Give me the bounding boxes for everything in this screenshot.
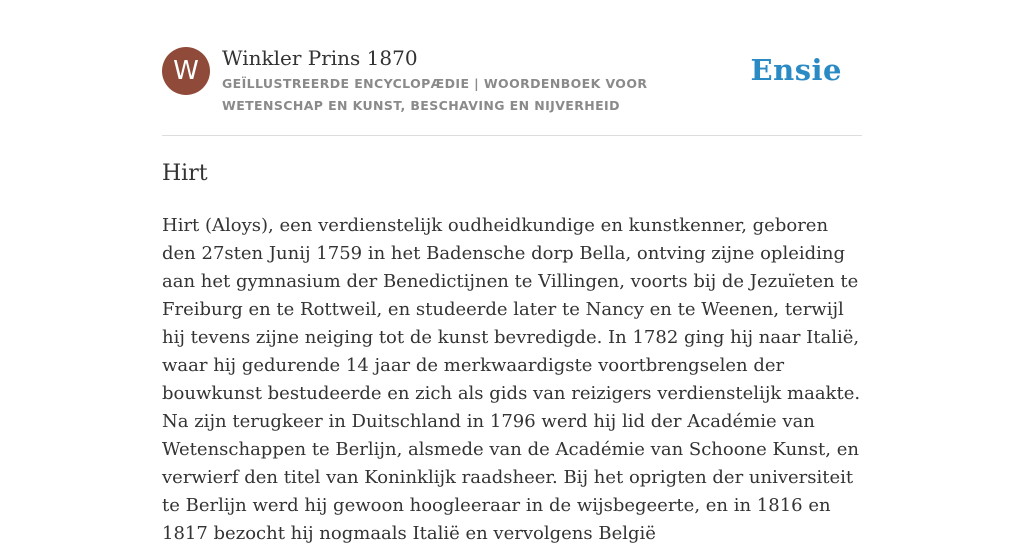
ensie-logo-link[interactable]: Ensie bbox=[750, 53, 842, 87]
source-subtitle: GEÏLLUSTREERDE ENCYCLOPÆDIE | WOORDENBOEK VOOR WETENSCHAP EN KUNST, BESCHAVING EN NIJVERHEID bbox=[222, 76, 648, 113]
article-body: Hirt (Aloys), een verdienstelijk oudheidkundige en kunstkenner, geboren den 27sten Junij 1759 in het Badensche dorp Bella, ontving zijne opleiding aan het gymnasium der Benedictijnen te Villingen, voorts bij de Jezuïeten te Freiburg en te Rottweil, en studeerde later te Nancy en te Weenen, terwijl hij tevens zijne neiging tot de kunst bevredigde. In 1782 ging hij naar Italië, waar hij gedurende 14 jaar de merkwaardigste voortbrengselen der bouwkunst bestudeerde en zich als gids van reizigers verdienstelijk maakte. Na zijn terugkeer in Duitschland in 1796 werd hij lid der Académie van Wetenschappen te Berlijn, alsmede van de Académie van Schoone Kunst, en verwierf den titel van Koninklijk raadsheer. Bij het oprigten der universiteit te Berlijn werd hij gewoon hoogleeraar in de wijsbegeerte, en in 1816 en 1817 bezocht hij nogmaals Italië en vervolgens België bbox=[162, 215, 861, 544]
article-title: Hirt bbox=[162, 161, 208, 186]
header-divider bbox=[162, 135, 862, 136]
source-header bbox=[162, 45, 862, 135]
source-title[interactable]: Winkler Prins 1870 bbox=[222, 46, 418, 70]
source-avatar[interactable]: W bbox=[162, 47, 210, 95]
